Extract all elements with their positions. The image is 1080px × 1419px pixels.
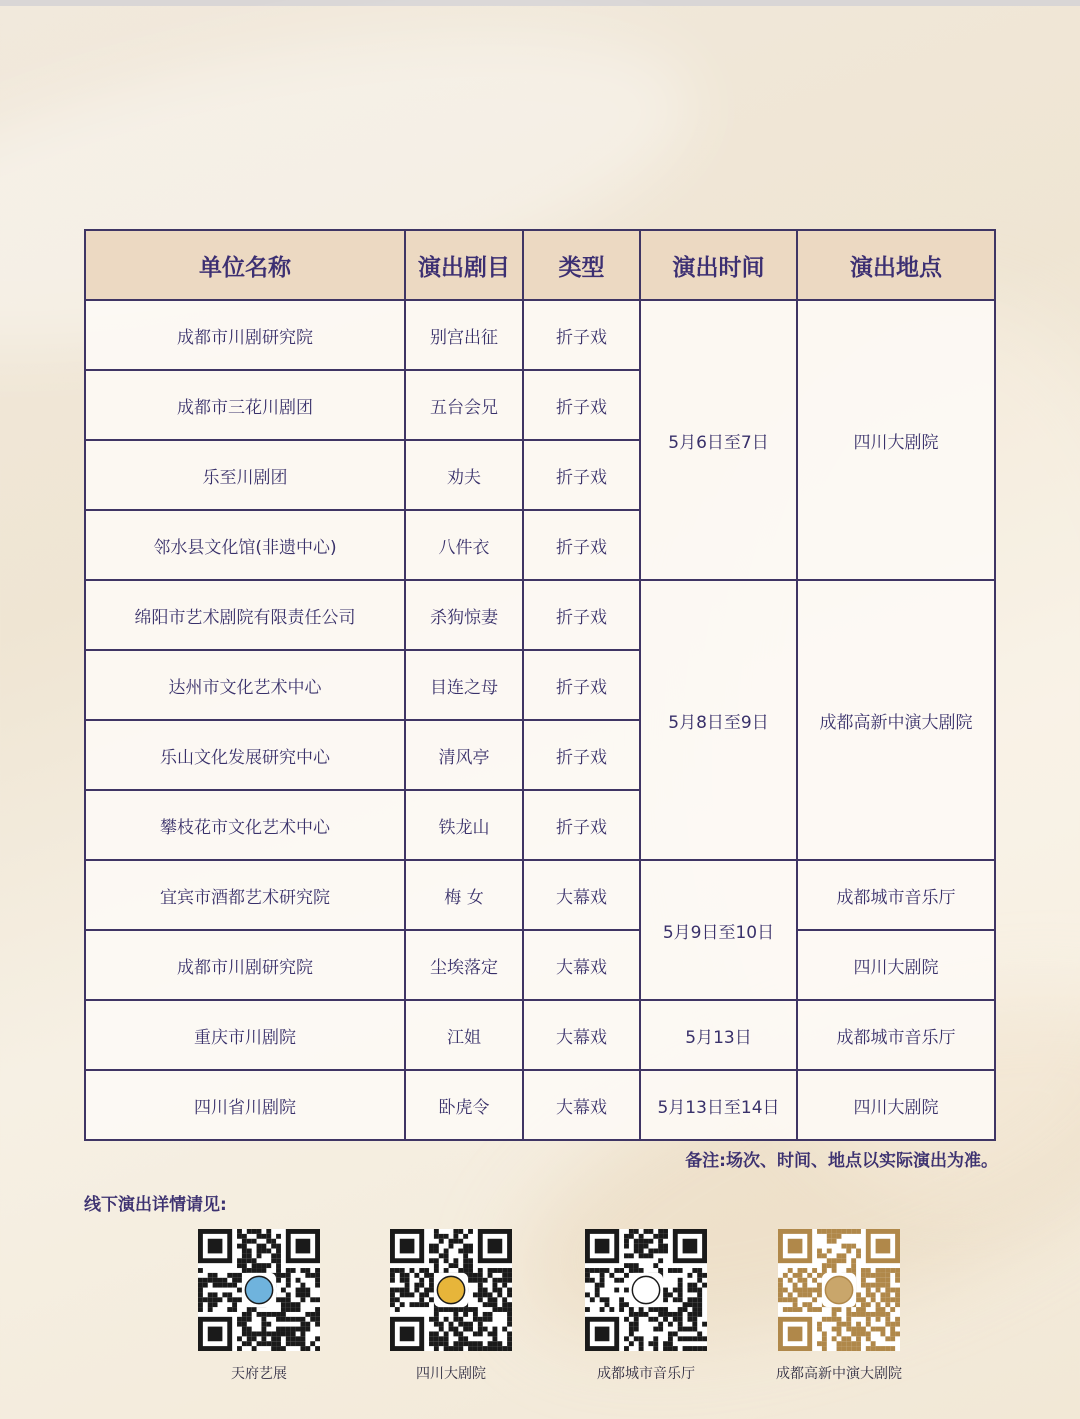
play-cell: 劝夫 xyxy=(405,440,523,510)
unit-cell: 成都市川剧研究院 xyxy=(85,300,405,370)
top-edge-bar xyxy=(0,0,1080,6)
qr-code-icon[interactable] xyxy=(198,1229,320,1351)
type-cell: 折子戏 xyxy=(523,720,640,790)
table-row xyxy=(85,1070,995,1140)
venue-cell: 成都城市音乐厅 xyxy=(797,1000,995,1070)
time-cell: 5月8日至9日 xyxy=(640,580,797,860)
venue-cell: 四川大剧院 xyxy=(797,1070,995,1140)
type-cell: 折子戏 xyxy=(523,580,640,650)
type-cell: 折子戏 xyxy=(523,300,640,370)
unit-cell: 达州市文化艺术中心 xyxy=(85,650,405,720)
qr-code-icon[interactable] xyxy=(390,1229,512,1351)
table-row xyxy=(85,580,995,650)
qr-label: 成都城市音乐厅 xyxy=(597,1366,695,1382)
play-cell: 别宫出征 xyxy=(405,300,523,370)
type-cell: 大幕戏 xyxy=(523,1070,640,1140)
type-cell: 大幕戏 xyxy=(523,1000,640,1070)
unit-cell: 宜宾市酒都艺术研究院 xyxy=(85,860,405,930)
unit-cell: 成都市三花川剧团 xyxy=(85,370,405,440)
time-cell: 5月9日至10日 xyxy=(640,860,797,1000)
play-cell: 铁龙山 xyxy=(405,790,523,860)
header-type: 类型 xyxy=(523,230,640,300)
qr-card-sichuan-theatre[interactable] xyxy=(371,1229,531,1383)
play-cell: 杀狗惊妻 xyxy=(405,580,523,650)
venue-cell: 四川大剧院 xyxy=(797,300,995,580)
qr-section-heading: 线下演出详情请见: xyxy=(84,1195,227,1215)
table-row xyxy=(85,300,995,370)
type-cell: 折子戏 xyxy=(523,510,640,580)
type-cell: 折子戏 xyxy=(523,650,640,720)
unit-cell: 邻水县文化馆(非遗中心) xyxy=(85,510,405,580)
qr-code-icon[interactable] xyxy=(585,1229,707,1351)
venue-cell: 四川大剧院 xyxy=(797,930,995,1000)
unit-cell: 成都市川剧研究院 xyxy=(85,930,405,1000)
play-cell: 梅 女 xyxy=(405,860,523,930)
unit-cell: 四川省川剧院 xyxy=(85,1070,405,1140)
unit-cell: 重庆市川剧院 xyxy=(85,1000,405,1070)
schedule-table xyxy=(84,229,996,1141)
type-cell: 折子戏 xyxy=(523,440,640,510)
table-row xyxy=(85,860,995,930)
table-row xyxy=(85,930,995,1000)
qr-label: 成都高新中演大剧院 xyxy=(776,1366,902,1382)
qr-label: 四川大剧院 xyxy=(416,1366,486,1382)
qr-code-icon[interactable] xyxy=(778,1229,900,1351)
header-venue: 演出地点 xyxy=(797,230,995,300)
unit-cell: 乐至川剧团 xyxy=(85,440,405,510)
type-cell: 大幕戏 xyxy=(523,860,640,930)
time-cell: 5月6日至7日 xyxy=(640,300,797,580)
type-cell: 折子戏 xyxy=(523,790,640,860)
play-cell: 尘埃落定 xyxy=(405,930,523,1000)
type-cell: 大幕戏 xyxy=(523,930,640,1000)
play-cell: 五台会兄 xyxy=(405,370,523,440)
time-cell: 5月13日 xyxy=(640,1000,797,1070)
qr-label: 天府艺展 xyxy=(231,1366,287,1382)
qr-card-concert-hall[interactable] xyxy=(566,1229,726,1383)
unit-cell: 攀枝花市文化艺术中心 xyxy=(85,790,405,860)
play-cell: 目连之母 xyxy=(405,650,523,720)
play-cell: 卧虎令 xyxy=(405,1070,523,1140)
time-cell: 5月13日至14日 xyxy=(640,1070,797,1140)
play-cell: 清风亭 xyxy=(405,720,523,790)
qr-card-tianfu[interactable] xyxy=(179,1229,339,1383)
remark-note: 备注:场次、时间、地点以实际演出为准。 xyxy=(685,1151,998,1171)
unit-cell: 乐山文化发展研究中心 xyxy=(85,720,405,790)
unit-cell: 绵阳市艺术剧院有限责任公司 xyxy=(85,580,405,650)
play-cell: 八件衣 xyxy=(405,510,523,580)
play-cell: 江姐 xyxy=(405,1000,523,1070)
venue-cell: 成都城市音乐厅 xyxy=(797,860,995,930)
header-unit: 单位名称 xyxy=(85,230,405,300)
type-cell: 折子戏 xyxy=(523,370,640,440)
header-play: 演出剧目 xyxy=(405,230,523,300)
qr-card-gaoxin-theatre[interactable] xyxy=(759,1229,919,1383)
table-header-row xyxy=(85,230,995,300)
venue-cell: 成都高新中演大剧院 xyxy=(797,580,995,860)
header-time: 演出时间 xyxy=(640,230,797,300)
table-row xyxy=(85,1000,995,1070)
